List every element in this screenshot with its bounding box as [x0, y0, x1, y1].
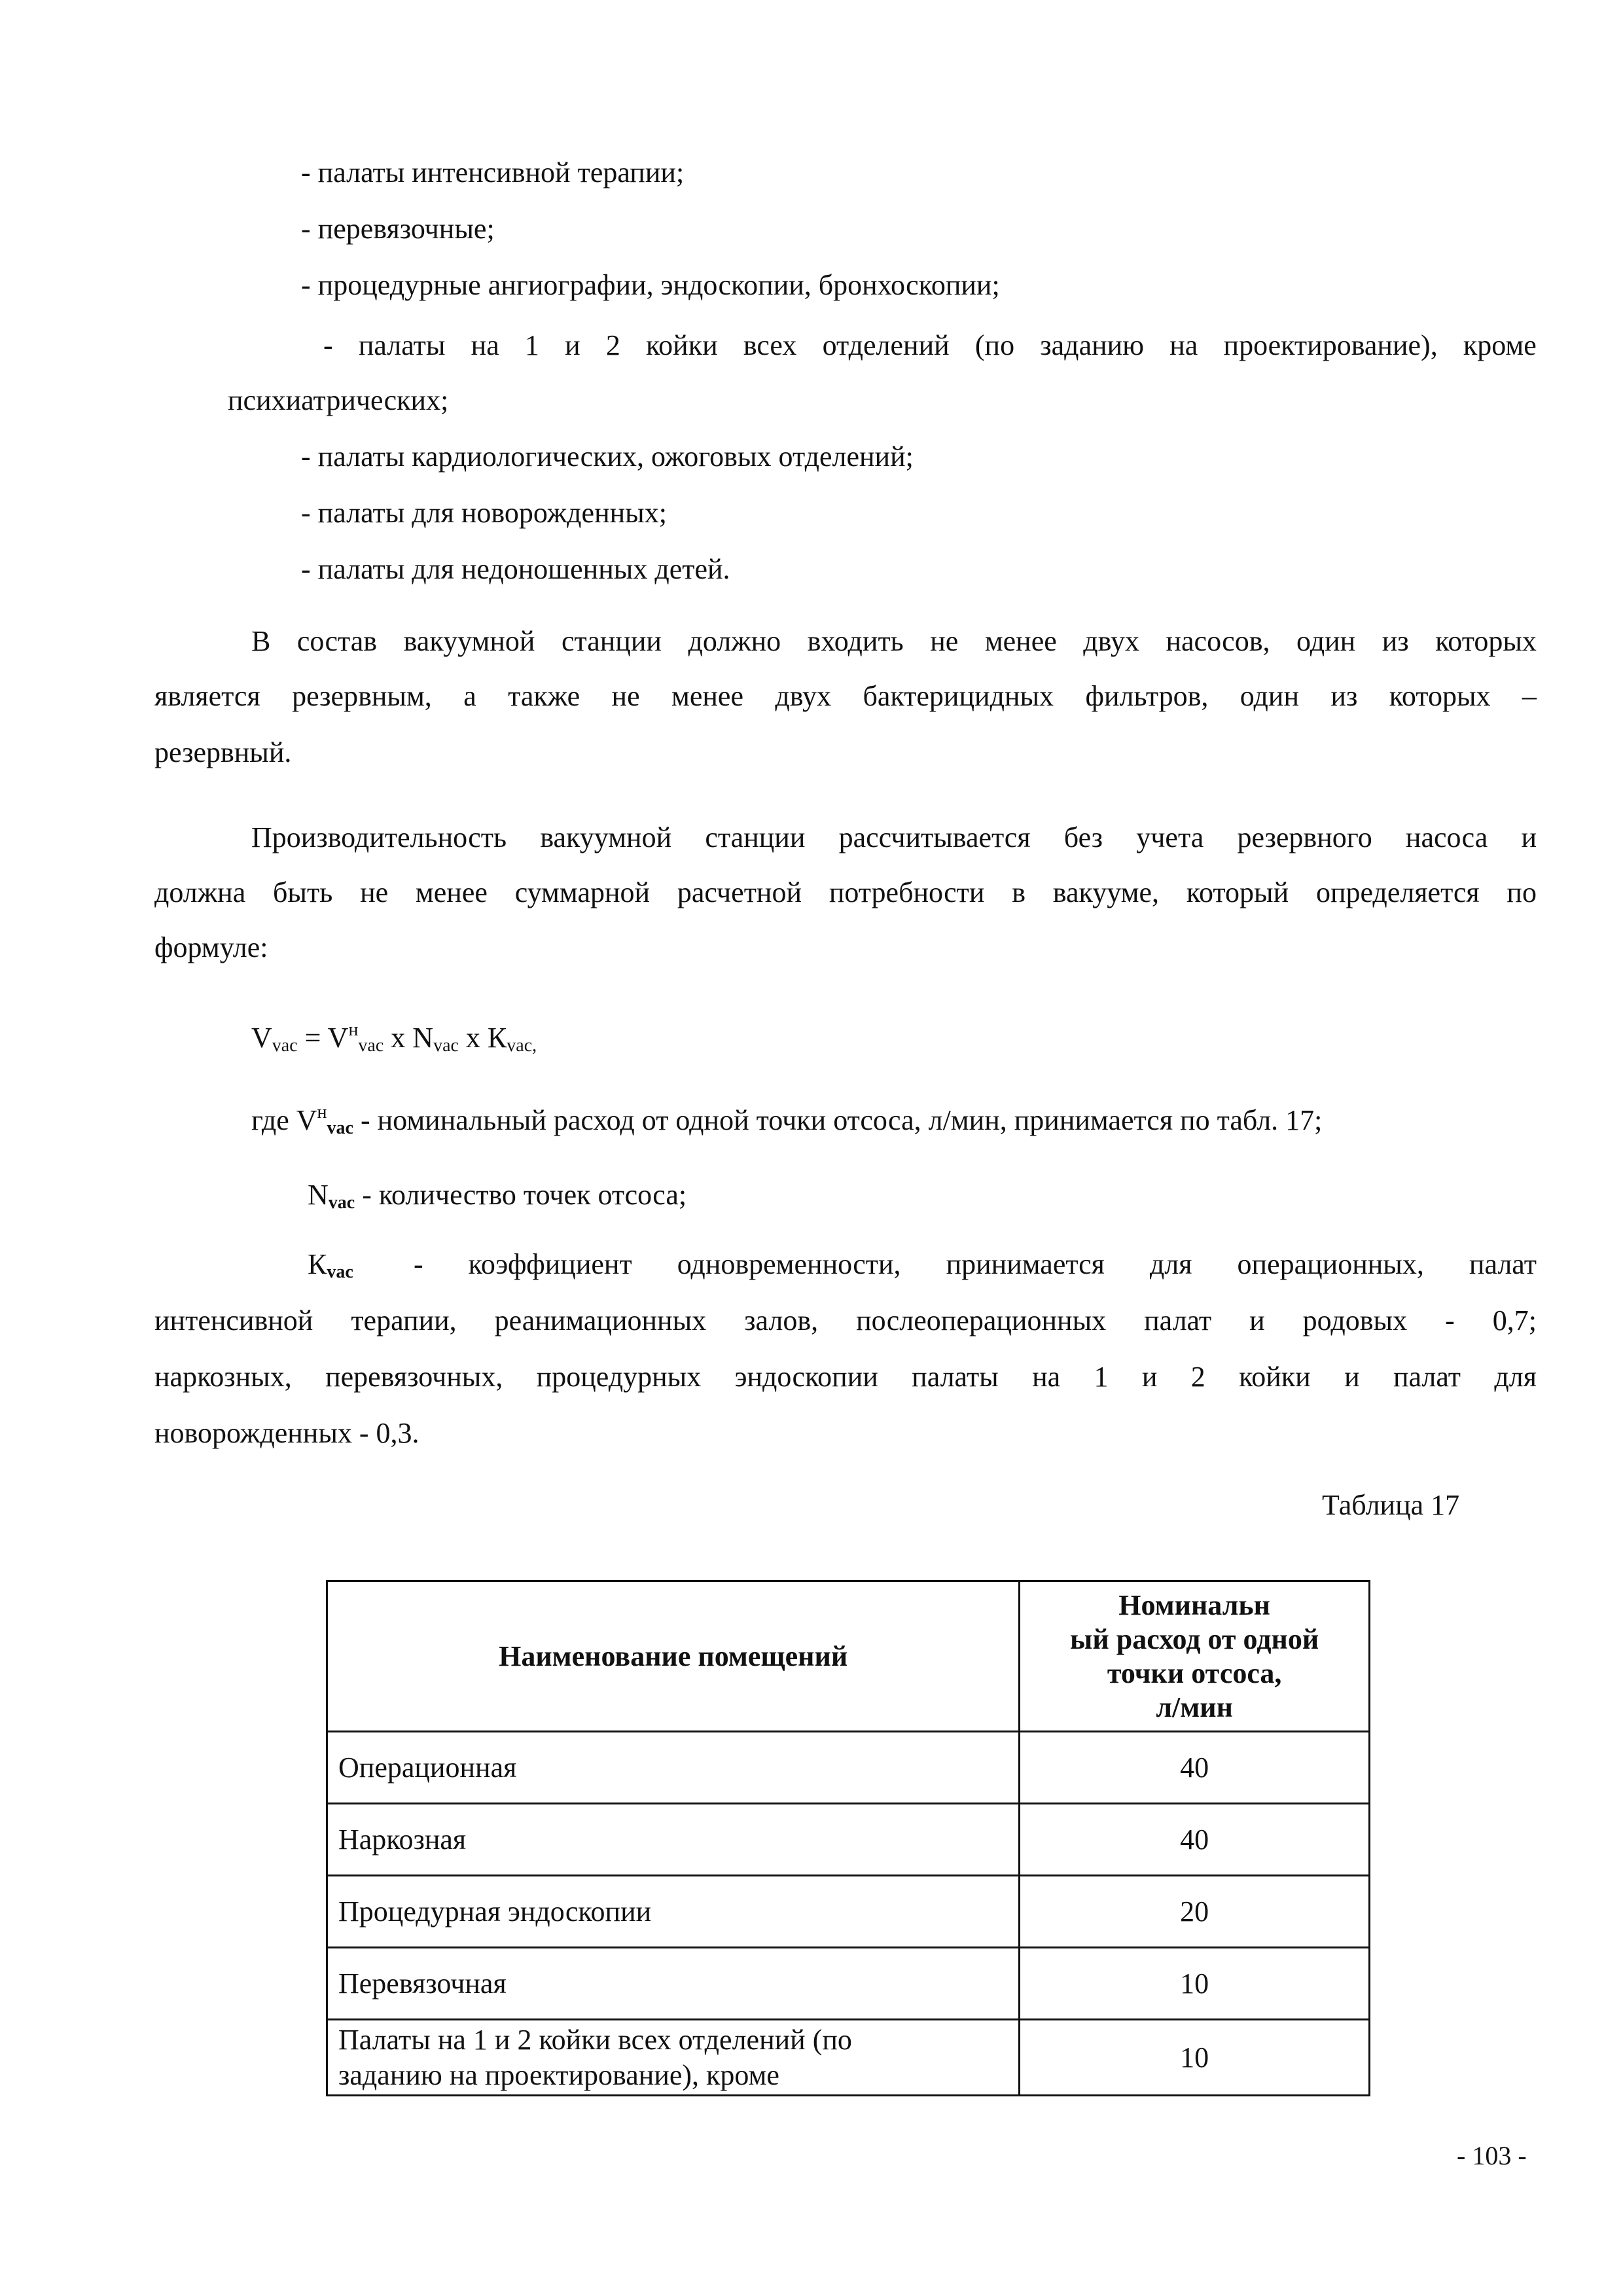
word: быть [273, 876, 333, 908]
flow-rate: 10 [1020, 1948, 1370, 2020]
word: терапии, [351, 1304, 457, 1336]
word: одновременности, [677, 1248, 901, 1280]
table-row [327, 1876, 1370, 1948]
word: проектирование), [1223, 329, 1438, 361]
word: и [1521, 821, 1537, 853]
word: менее [671, 680, 743, 712]
word: залов, [744, 1304, 819, 1336]
paragraph-line: резервный. [154, 736, 292, 768]
word: палат [1469, 1248, 1537, 1280]
word: по [1507, 876, 1537, 908]
word: кроме [1463, 329, 1537, 361]
header-line: л/мин [1156, 1691, 1233, 1723]
word: 1 [524, 329, 539, 361]
word: эндоскопии [734, 1361, 878, 1393]
paragraph-line: формуле: [154, 931, 268, 963]
word: отделений [822, 329, 950, 361]
flow-rate: 40 [1020, 1804, 1370, 1876]
word: который [1186, 876, 1289, 908]
room-name [327, 2020, 1020, 2096]
word: вакууме, [1052, 876, 1160, 908]
word: принимается [946, 1248, 1105, 1280]
word: не [930, 625, 959, 657]
word: койки [646, 329, 718, 361]
room-name: Наркозная [327, 1804, 1020, 1876]
table-row [327, 1804, 1370, 1876]
list-item: - палаты для новорожденных; [301, 497, 667, 529]
word: станции [561, 625, 662, 657]
word: не [360, 876, 389, 908]
header-line: ый расход от одной [1070, 1623, 1319, 1655]
word: станции [705, 821, 806, 853]
word: состав [296, 625, 378, 657]
word: двух [1083, 625, 1139, 657]
word: всех [743, 329, 797, 361]
word: из [1382, 625, 1409, 657]
word: родовых [1302, 1304, 1408, 1336]
word: которых [1435, 625, 1537, 657]
word: и [1344, 1361, 1360, 1393]
word: является [154, 680, 260, 712]
word: резервного [1237, 821, 1372, 853]
list-item: - перевязочные; [301, 213, 495, 245]
flow-rate: 20 [1020, 1876, 1370, 1948]
word: один [1296, 625, 1356, 657]
list-item: - палаты для недоношенных детей. [301, 553, 730, 585]
word: а [463, 680, 476, 712]
word: 0,7; [1492, 1304, 1537, 1336]
word: на [1169, 329, 1198, 361]
paragraph-line [414, 1246, 1537, 1283]
header-flow-rate [1020, 1581, 1370, 1732]
word: из [1330, 680, 1358, 712]
word: фильтров, [1085, 680, 1209, 712]
word: рассчитывается [838, 821, 1031, 853]
paragraph-line: новорожденных - 0,3. [154, 1417, 419, 1449]
list-item-continuation: психиатрических; [228, 384, 449, 416]
word: расчетной [677, 876, 802, 908]
table-header-row [327, 1581, 1370, 1732]
word: - [323, 329, 333, 361]
word: 2 [605, 329, 620, 361]
header-line: точки отсоса, [1107, 1657, 1282, 1689]
word: палаты [358, 329, 446, 361]
word: 1 [1094, 1361, 1109, 1393]
list-item: - палаты кардиологических, ожоговых отделений; [301, 440, 914, 473]
word: (по [974, 329, 1015, 361]
word: должно [688, 625, 781, 657]
word: которых [1389, 680, 1491, 712]
word: насоса [1405, 821, 1488, 853]
flow-rate: 40 [1020, 1732, 1370, 1804]
header-room-name: Наименование помещений [327, 1581, 1020, 1732]
word: насосов, [1166, 625, 1270, 657]
formula-explanation-v: где $V^н_{vac}$ - номинальный расход от одной точки отсоса, л/мин, принимается по табл. 17; [251, 1102, 1323, 1138]
list-item: - процедурные ангиографии, эндоскопии, бронхоскопии; [301, 269, 1000, 301]
word: – [1522, 680, 1537, 712]
word: менее [415, 876, 488, 908]
word: двух [775, 680, 832, 712]
word: процедурных [536, 1361, 702, 1393]
word: коэффициент [468, 1248, 632, 1280]
paragraph-line [154, 1302, 1537, 1339]
formula: $V_{vac} = V^н_{vac}$ x $N_{vac}$ x $К_{vac,}$ [251, 1020, 537, 1056]
word: менее [984, 625, 1057, 657]
word: палаты [912, 1361, 999, 1393]
paragraph-line [251, 623, 1537, 660]
room-name: Процедурная эндоскопии [327, 1876, 1020, 1948]
paragraph-line [251, 819, 1537, 856]
list-item: - палаты интенсивной терапии; [301, 156, 685, 188]
word: также [508, 680, 580, 712]
word: на [471, 329, 499, 361]
page-number: - 103 - [1457, 2141, 1527, 2170]
room-name-line: Палаты на 1 и 2 койки всех отделений (по [338, 2023, 852, 2056]
word: палат [1393, 1361, 1461, 1393]
word: входить [807, 625, 904, 657]
word: койки [1239, 1361, 1311, 1393]
word: операционных, [1237, 1248, 1424, 1280]
word: заданию [1040, 329, 1145, 361]
paragraph-line [154, 1359, 1537, 1395]
word: резервным, [292, 680, 432, 712]
word: - [414, 1248, 423, 1280]
word: палат [1144, 1304, 1212, 1336]
room-name: Перевязочная [327, 1948, 1020, 2020]
word: и [1141, 1361, 1158, 1393]
word: определяется [1315, 876, 1480, 908]
paragraph-line [154, 874, 1537, 911]
word: для [1149, 1248, 1192, 1280]
word: суммарной [514, 876, 651, 908]
word: не [611, 680, 640, 712]
word: на [1032, 1361, 1061, 1393]
word: Производительность [251, 821, 507, 853]
table-row [327, 2020, 1370, 2096]
word: вакуумной [403, 625, 535, 657]
word: потребности [829, 876, 985, 908]
word: один [1240, 680, 1300, 712]
word: В [251, 625, 271, 657]
formula-explanation-n: $N_{vac}$ - количество точек отсоса; [308, 1179, 687, 1213]
word: учета [1136, 821, 1204, 853]
room-name-line: заданию на проектирование), кроме [338, 2058, 779, 2091]
word: - [1445, 1304, 1455, 1336]
word: интенсивной [154, 1304, 313, 1336]
word: и [1249, 1304, 1265, 1336]
paragraph-line [154, 678, 1537, 715]
word: и [565, 329, 580, 361]
word: должна [154, 876, 246, 908]
word: для [1494, 1361, 1537, 1393]
room-name: Операционная [327, 1732, 1020, 1804]
table-row [327, 1732, 1370, 1804]
list-item-justified [323, 327, 1537, 364]
word: без [1063, 821, 1103, 853]
word: реанимационных [494, 1304, 707, 1336]
word: послеоперационных [856, 1304, 1107, 1336]
word: наркозных, [154, 1361, 292, 1393]
formula-explanation-k-symbol: $К_{vac}$ [308, 1248, 353, 1282]
flow-rate: 10 [1020, 2020, 1370, 2096]
word: в [1012, 876, 1026, 908]
table-row [327, 1948, 1370, 2020]
word: перевязочных, [325, 1361, 503, 1393]
table-caption: Таблица 17 [1322, 1489, 1460, 1521]
header-line: Номинальн [1118, 1588, 1271, 1621]
word: 2 [1190, 1361, 1205, 1393]
flow-rate-table [326, 1580, 1370, 2096]
word: вакуумной [540, 821, 672, 853]
word: бактерицидных [863, 680, 1054, 712]
